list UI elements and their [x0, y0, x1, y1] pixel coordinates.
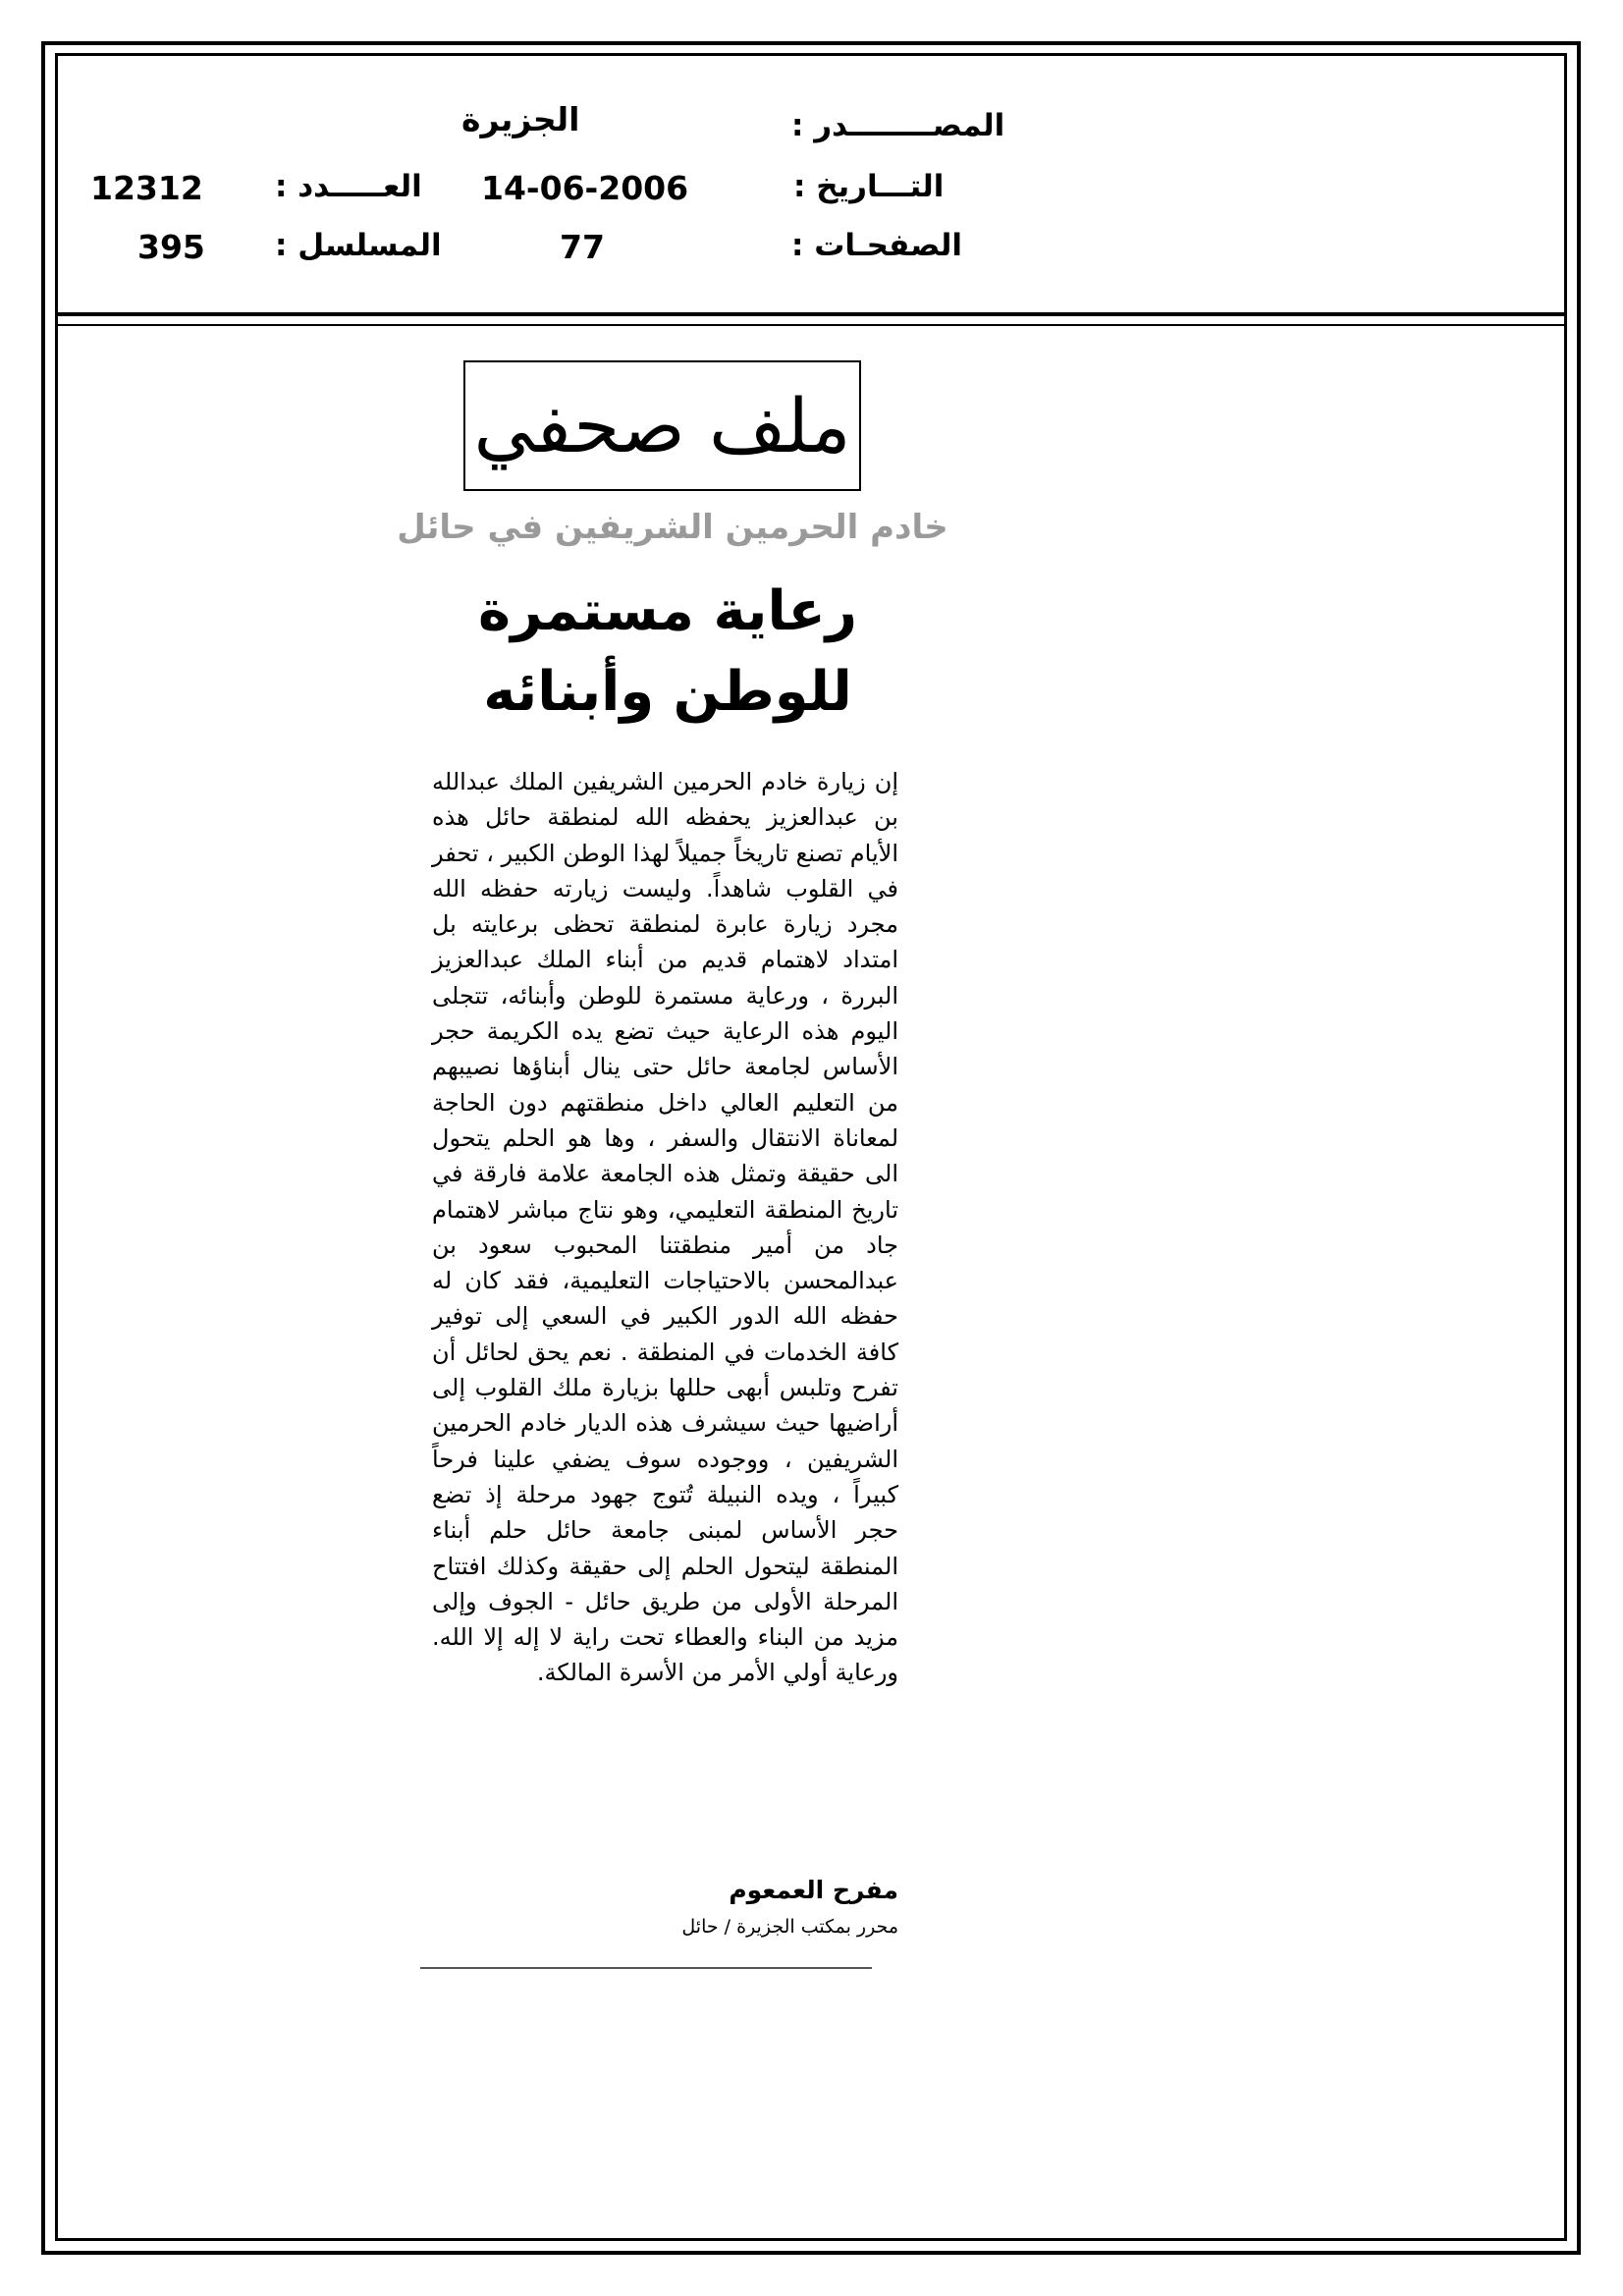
issue-value: 12312 [90, 169, 203, 207]
date-value: 14-06-2006 [481, 169, 689, 207]
article-kicker: خادم الحرمين الشريفين في حائل [397, 508, 948, 547]
article-headline-line2: للوطن وأبنائه [483, 660, 852, 724]
article-body: إن زيارة خادم الحرمين الشريفين الملك عبدالله بن عبدالعزيز يحفظه الله لمنطقة حائل هذه الأيام تصنع تاريخاً جميلاً لهذا الوطن الكبير ، تحفر في القلوب شاهداً. وليست زيارته حفظه الله مجرد زيارة عابرة لمنطقة تحظى برعايته بل امتداد لاهتمام قديم من أبناء الملك عبدالعزيز البررة ، ورعاية مستمرة للوطن وأبنائه، تتجلى اليوم هذه الرعاية حيث تضع يده الكريمة حجر الأساس لجامعة حائل حتى ينال أبناؤها نصيبهم من التعليم العالي داخل منطقتهم دون الحاجة لمعاناة الانتقال والسفر ، وها هو الحلم يتحول الى حقيقة وتمثل هذه الجامعة علامة فارقة في تاريخ المنطقة التعليمي، وهو نتاج مباشر لاهتمام جاد من أمير منطقتنا المحبوب سعود بن عبدالمحسن بالاحتياجات التعليمية، فقد كان له حفظه الله الدور الكبير في السعي إلى توفير كافة الخدمات في المنطقة . نعم يحق لحائل أن تفرح وتلبس أبهى حللها بزيارة ملك القلوب إلى أراضيها حيث سيشرف هذه الديار خادم الحرمين الشريفين ، ووجوده سوف يضفي علينا فرحاً كبيراً ، ويده النبيلة تُتوج جهود مرحلة إذ تضع حجر الأساس لمبنى جامعة حائل حلم أبناء المنطقة ليتحول الحلم إلى حقيقة وكذلك افتتاح المرحلة الأولى من طريق حائل - الجوف وإلى مزيد من البناء والعطاء تحت راية لا إله إلا الله. ورعاية أولي الأمر من الأسرة المالكة. [432, 768, 898, 1687]
header-divider [55, 312, 1567, 316]
pages-value: 77 [560, 228, 605, 266]
date-label: التـــاريخ : [793, 169, 945, 204]
serial-value: 395 [137, 228, 205, 266]
article-author-role: محرر بمكتب الجزيرة / حائل [681, 1916, 898, 1938]
source-value: الجزيرة [461, 100, 580, 138]
serial-label: المسلسل : [275, 228, 442, 263]
source-label: المصــــــــدر : [791, 108, 1005, 143]
header-divider-thin [55, 324, 1567, 326]
issue-label: العـــــدد : [275, 169, 422, 204]
pages-label: الصفحـات : [791, 228, 963, 263]
press-file-stamp: ملف صحفي [463, 360, 861, 491]
article-headline-line1: رعاية مستمرة [478, 579, 857, 643]
article-author: مفرح العمعوم [729, 1876, 898, 1904]
article-end-rule [420, 1967, 872, 1969]
